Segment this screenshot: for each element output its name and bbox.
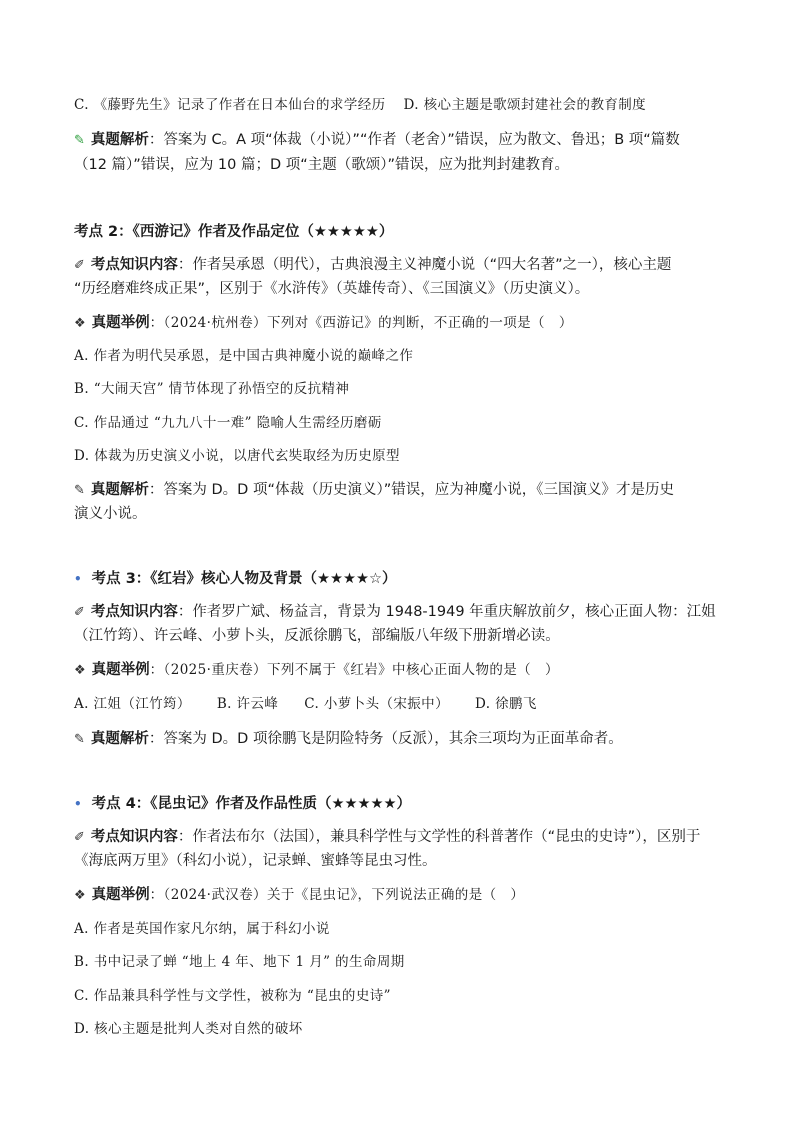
knowledge-text: ：作者吴承恩（明代），古典浪漫主义神魔小说（“四大名著”之一），核心主题 bbox=[177, 257, 672, 273]
knowledge-label: 考点知识内容 bbox=[90, 604, 178, 620]
kp2-option-a: A. 作者为明代吴承恩，是中国古典神魔小说的巅峰之作 bbox=[74, 348, 414, 364]
option-d: D. 徐鹏飞 bbox=[474, 696, 537, 712]
kp2-knowledge-line-1 bbox=[74, 255, 671, 276]
diamond-icon: ❖ bbox=[74, 888, 86, 903]
kp3-knowledge-line-1 bbox=[74, 602, 716, 623]
knowledge-pencil-icon: ✐ bbox=[74, 258, 85, 273]
kp2-heading: 考点 2：《西游记》作者及作品定位（★★★★★） bbox=[74, 224, 394, 240]
kp4-title: 考点 4：《昆虫记》作者及作品性质（★★★★★） bbox=[91, 796, 412, 812]
example-text: ：（2024·杭州卷）下列对《西游记》的判断，不正确的一项是（ ） bbox=[149, 315, 573, 331]
analysis-line-1 bbox=[74, 130, 680, 151]
kp3-title: 考点 3：《红岩》核心人物及背景（★★★★☆） bbox=[91, 571, 397, 587]
option-d: D. 核心主题是歌颂封建社会的教育制度 bbox=[403, 97, 647, 113]
option-a: A. 江姐（江竹筠） bbox=[74, 696, 191, 712]
question-1-option-line bbox=[74, 95, 646, 115]
option-c: C. 小萝卜头（宋振中） bbox=[304, 696, 449, 712]
kp2-option-d: D. 体裁为历史演义小说，以唐代玄奘取经为历史原型 bbox=[74, 448, 400, 464]
analysis-text: （12 篇）”错误，应为 10 篇；D 项“主题（歌颂）”错误，应为批判封建教育。 bbox=[74, 157, 570, 173]
option-c: C. 《藤野先生》记录了作者在日本仙台的求学经历 bbox=[74, 97, 386, 113]
kp2-analysis-line-2: 演义小说。 bbox=[74, 506, 147, 522]
knowledge-label: 考点知识内容 bbox=[90, 829, 178, 845]
knowledge-text: ：作者罗广斌、杨益言，背景为 1948-1949 年重庆解放前夕，核心正面人物：江姐 bbox=[177, 604, 716, 620]
analysis-line-2 bbox=[74, 155, 569, 175]
example-text: ：（2024·武汉卷）关于《昆虫记》，下列说法正确的是（ ） bbox=[149, 887, 525, 903]
kp4-example-line bbox=[74, 885, 524, 906]
analysis-label: 真题解析 bbox=[90, 731, 149, 747]
analysis-label: 真题解析 bbox=[90, 132, 149, 148]
kp3-knowledge-line-2: （江竹筠）、许云峰、小萝卜头，反派徐鹏飞，部编版八年级下册新增必读。 bbox=[74, 628, 560, 644]
option-b: B. 许云峰 bbox=[216, 696, 279, 712]
analysis-text: ：答案为 D。D 项“体裁（历史演义）”错误，应为神魔小说，《三国演义》才是历史 bbox=[148, 482, 674, 498]
kp4-option-d: D. 核心主题是批判人类对自然的破坏 bbox=[74, 1021, 303, 1037]
kp4-option-a: A. 作者是英国作家凡尔纳，属于科幻小说 bbox=[74, 921, 330, 937]
kp3-analysis-line bbox=[74, 729, 623, 750]
analysis-text: ：答案为 C。A 项“体裁（小说）”“作者（老舍）”错误，应为散文、鲁迅；B 项“篇数 bbox=[148, 132, 680, 148]
pencil-icon: ✎ bbox=[74, 483, 85, 498]
pencil-icon: ✎ bbox=[74, 732, 85, 747]
knowledge-label: 考点知识内容 bbox=[90, 257, 178, 273]
kp2-option-b: B. “大闹天宫” 情节体现了孙悟空的反抗精神 bbox=[74, 381, 350, 397]
analysis-label: 真题解析 bbox=[90, 482, 149, 498]
kp4-option-c: C. 作品兼具科学性与文学性，被称为 “昆虫的史诗” bbox=[74, 988, 391, 1004]
pencil-icon: ✎ bbox=[74, 133, 85, 148]
knowledge-text: ：作者法布尔（法国），兼具科学性与文学性的科普著作（“昆虫的史诗”），区别于 bbox=[177, 829, 701, 845]
diamond-icon: ❖ bbox=[74, 663, 86, 678]
bullet-icon: • bbox=[74, 797, 82, 811]
example-label: 真题举例 bbox=[91, 662, 150, 678]
knowledge-pencil-icon: ✐ bbox=[74, 605, 85, 620]
kp4-heading bbox=[74, 794, 411, 814]
kp2-knowledge-line-2: “历经磨难终成正果”，区别于《水浒传》（英雄传奇）、《三国演义》（历史演义）。 bbox=[74, 281, 590, 297]
kp2-example-line bbox=[74, 313, 573, 334]
kp2-option-c: C. 作品通过 “九九八十一难” 隐喻人生需经历磨砺 bbox=[74, 415, 382, 431]
example-text: ：（2025·重庆卷）下列不属于《红岩》中核心正面人物的是（ ） bbox=[149, 662, 559, 678]
example-label: 真题举例 bbox=[91, 315, 150, 331]
kp4-knowledge-line-1 bbox=[74, 827, 700, 848]
bullet-icon: • bbox=[74, 572, 82, 586]
analysis-text: ：答案为 D。D 项徐鹏飞是阴险特务（反派），其余三项均为正面革命者。 bbox=[148, 731, 623, 747]
kp4-knowledge-line-2: 《海底两万里》（科幻小说），记录蝉、蜜蜂等昆虫习性。 bbox=[74, 853, 437, 869]
kp3-heading bbox=[74, 569, 397, 589]
diamond-icon: ❖ bbox=[74, 316, 86, 331]
kp3-example-line bbox=[74, 660, 559, 681]
kp4-option-b: B. 书中记录了蝉 “地上 4 年、地下 1 月” 的生命周期 bbox=[74, 954, 405, 970]
kp3-options-line bbox=[74, 694, 537, 714]
example-label: 真题举例 bbox=[91, 887, 150, 903]
knowledge-pencil-icon: ✐ bbox=[74, 830, 85, 845]
kp2-analysis-line-1 bbox=[74, 480, 674, 501]
